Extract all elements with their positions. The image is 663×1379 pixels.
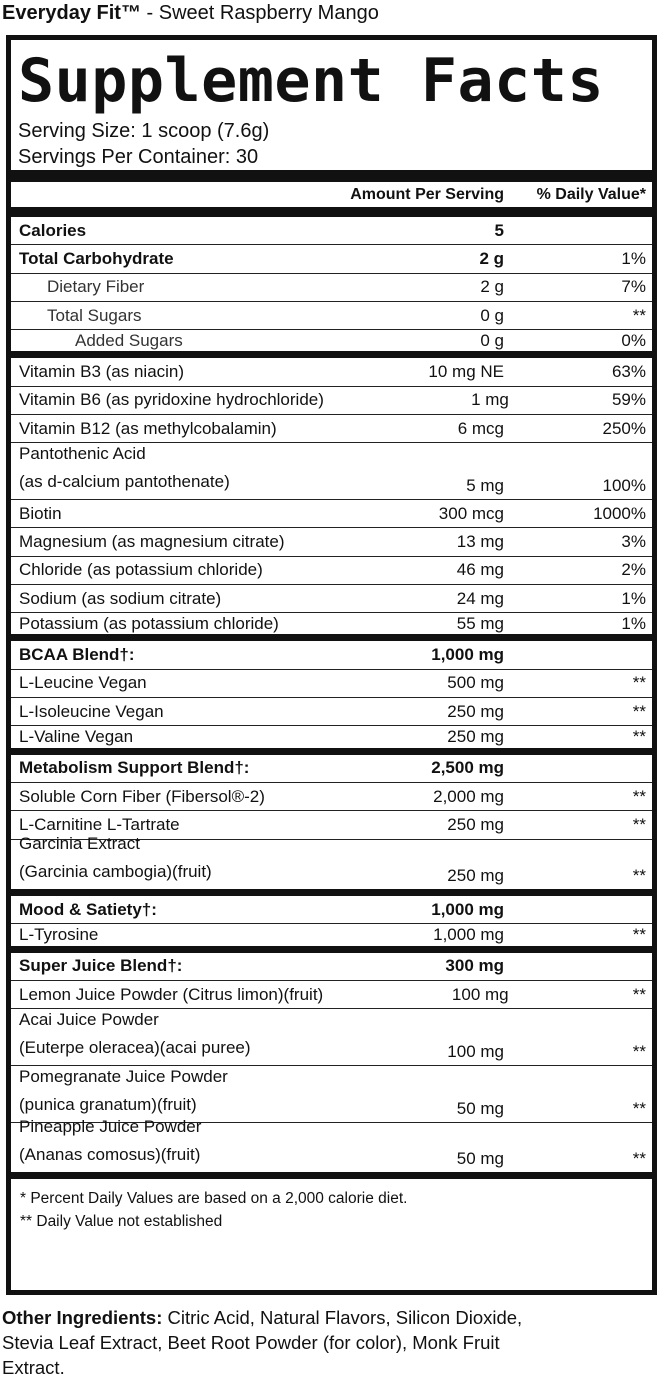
nutrient-daily-value: ** [632, 1098, 646, 1118]
nutrient-name-line1: Pantothenic Acid [19, 443, 146, 463]
nutrient-amount: 250 mg [447, 814, 504, 834]
nutrient-amount: 0 g [480, 305, 504, 325]
nutrient-name: Magnesium (as magnesium citrate) [19, 531, 285, 551]
nutrient-row [11, 613, 652, 641]
nutrient-daily-value: 100% [602, 475, 646, 495]
nutrient-daily-value: 0% [621, 330, 646, 350]
amount-column-label: Amount Per Serving [350, 185, 504, 203]
nutrient-amount: 300 mg [445, 956, 504, 976]
serving-size: Serving Size: 1 scoop (7.6g) [18, 120, 270, 142]
nutrient-row [11, 1117, 652, 1180]
nutrient-amount: 1,000 mg [433, 925, 504, 945]
nutrient-row [11, 726, 652, 754]
nutrient-name-line1: Acai Juice Powder [19, 1009, 159, 1029]
nutrient-row [11, 528, 652, 556]
nutrient-name: Sodium (as sodium citrate) [19, 588, 222, 608]
nutrient-daily-value: 1% [621, 248, 646, 268]
nutrient-name: Super Juice Blend†: [19, 956, 183, 976]
nutrient-daily-value: 1000% [593, 503, 646, 523]
nutrient-daily-value: ** [632, 866, 646, 886]
nutrient-daily-value: ** [632, 673, 646, 693]
nutrient-amount: 13 mg [456, 531, 504, 551]
nutrient-name [11, 830, 312, 886]
nutrient-name: Chloride (as potassium chloride) [19, 560, 263, 580]
nutrient-daily-value: 250% [602, 418, 646, 438]
nutrient-daily-value: ** [632, 984, 646, 1004]
nutrient-name: L-Tyrosine [19, 925, 99, 945]
nutrient-row [11, 500, 652, 528]
nutrient-amount: 50 mg [456, 1149, 504, 1169]
nutrient-name: L-Carnitine L-Tartrate [19, 814, 180, 834]
product-title [2, 0, 379, 28]
nutrient-name: Calories [19, 220, 87, 240]
nutrient-daily-value: ** [632, 925, 646, 945]
nutrient-amount: 5 [494, 220, 504, 240]
nutrient-row [11, 641, 652, 669]
nutrient-amount: 250 mg [447, 866, 504, 886]
nutrient-row [11, 896, 652, 924]
nutrient-name: Potassium (as potassium chloride) [19, 613, 279, 633]
nutrient-row [11, 783, 652, 811]
nutrient-row [11, 387, 652, 415]
nutrient-amount: 2,000 mg [433, 786, 504, 806]
nutrient-row [11, 953, 652, 981]
nutrient-name: Vitamin B3 (as niacin) [19, 362, 185, 382]
nutrient-name: Dietary Fiber [47, 277, 145, 297]
nutrient-daily-value: 59% [611, 390, 646, 410]
nutrient-amount: 1,000 mg [431, 899, 504, 919]
nutrient-name: L-Valine Vegan [19, 726, 134, 746]
nutrient-name: Added Sugars [75, 330, 183, 350]
nutrient-row [11, 302, 652, 330]
nutrient-daily-value: 1% [621, 588, 646, 608]
nutrient-name-line2: (as d-calcium pantothenate) [19, 471, 230, 491]
nutrient-name: Soluble Corn Fiber (Fibersol®-2) [19, 786, 265, 806]
nutrient-row [11, 698, 652, 726]
nutrient-amount: 300 mcg [438, 503, 504, 523]
nutrient-daily-value: 2% [621, 560, 646, 580]
nutrient-daily-value: ** [632, 1041, 646, 1061]
nutrient-name: L-Leucine Vegan [19, 673, 147, 693]
panel-title: Supplement Facts [18, 46, 604, 116]
nutrient-amount: 24 mg [456, 588, 504, 608]
nutrient-row [11, 217, 652, 245]
nutrient-name: L-Isoleucine Vegan [19, 701, 164, 721]
nutrient-name: Mood & Satiety†: [19, 899, 157, 919]
nutrient-name [11, 1113, 312, 1169]
nutrient-name: Total Sugars [47, 305, 142, 325]
nutrient-name: BCAA Blend†: [19, 645, 135, 665]
footnote-daily-values: * Percent Daily Values are based on a 2,000 calorie diet. [20, 1190, 408, 1208]
nutrient-name [11, 440, 312, 496]
nutrient-name-line2: (Euterpe oleracea)(acai puree) [19, 1037, 251, 1057]
nutrient-row [11, 274, 652, 302]
nutrient-daily-value: ** [632, 726, 646, 746]
footnote-not-established: ** Daily Value not established [20, 1213, 223, 1231]
nutrient-name-line1: Garcinia Extract [19, 834, 140, 854]
nutrient-name: Metabolism Support Blend†: [19, 758, 250, 778]
nutrient-amount: 100 mg [451, 984, 509, 1004]
nutrient-name [11, 1063, 312, 1119]
nutrient-amount: 250 mg [447, 726, 504, 746]
nutrient-amount: 0 g [480, 330, 504, 350]
nutrient-amount: 10 mg NE [428, 362, 504, 382]
nutrient-name [11, 1006, 312, 1062]
flavor-name: - Sweet Raspberry Mango [140, 2, 379, 24]
nutrient-amount: 2 g [480, 277, 504, 297]
nutrient-amount: 1 mg [471, 390, 509, 410]
nutrient-name-line1: Pineapple Juice Powder [19, 1117, 202, 1137]
nutrient-name: Vitamin B12 (as methylcobalamin) [19, 418, 277, 438]
nutrient-row [11, 585, 652, 613]
nutrient-row [11, 557, 652, 585]
nutrient-row [11, 358, 652, 386]
nutrient-daily-value: ** [632, 701, 646, 721]
nutrient-name-line1: Pomegranate Juice Powder [19, 1066, 228, 1086]
servings-per-container: Servings Per Container: 30 [18, 146, 259, 168]
nutrient-amount: 2 g [479, 248, 504, 268]
brand-name: Everyday Fit™ [2, 2, 141, 24]
nutrient-daily-value: 1% [621, 613, 646, 633]
nutrient-amount: 6 mcg [457, 418, 504, 438]
nutrient-table [11, 217, 652, 1179]
nutrient-row [11, 330, 652, 358]
nutrient-name: Total Carbohydrate [19, 248, 174, 268]
nutrient-name: Lemon Juice Powder (Citrus limon)(fruit) [19, 984, 324, 1004]
nutrient-daily-value: 3% [621, 531, 646, 551]
nutrient-amount: 55 mg [456, 613, 504, 633]
other-ingredients-label: Other Ingredients: [2, 1307, 163, 1328]
daily-value-column-label: % Daily Value* [536, 185, 646, 203]
nutrient-amount: 46 mg [456, 560, 504, 580]
nutrient-amount: 1,000 mg [431, 645, 504, 665]
nutrient-amount: 100 mg [447, 1041, 504, 1061]
nutrient-daily-value: 63% [611, 362, 646, 382]
nutrient-name: Vitamin B6 (as pyridoxine hydrochloride) [19, 390, 324, 410]
nutrient-row [11, 1009, 652, 1066]
column-header [11, 182, 652, 217]
nutrient-name-line2: (punica granatum)(fruit) [19, 1094, 197, 1114]
nutrient-row [11, 443, 652, 500]
nutrient-amount: 50 mg [456, 1098, 504, 1118]
nutrient-daily-value: ** [632, 1149, 646, 1169]
nutrient-amount: 2,500 mg [431, 758, 504, 778]
nutrient-daily-value: ** [632, 814, 646, 834]
nutrient-row [11, 245, 652, 273]
nutrient-row [11, 670, 652, 698]
nutrient-daily-value: ** [632, 786, 646, 806]
supplement-facts-panel [6, 35, 657, 1295]
other-ingredients [2, 1305, 562, 1379]
nutrient-daily-value: ** [632, 305, 646, 325]
other-ingredients-text: Citric Acid, Natural Flavors, Silicon Dioxide, Stevia Leaf Extract, Beet Root Powder (for color), Monk Fruit Extract. [2, 1307, 523, 1378]
nutrient-row [11, 924, 652, 952]
nutrient-name-line2: (Ananas comosus)(fruit) [19, 1145, 201, 1165]
nutrient-row [11, 755, 652, 783]
nutrient-name: Biotin [19, 503, 62, 523]
nutrient-name-line2: (Garcinia cambogia)(fruit) [19, 862, 212, 882]
nutrient-daily-value: 7% [621, 277, 646, 297]
footnotes [11, 1179, 652, 1233]
nutrient-row [11, 834, 652, 897]
nutrient-amount: 250 mg [447, 701, 504, 721]
nutrient-amount: 5 mg [466, 475, 504, 495]
panel-header [11, 40, 652, 182]
nutrient-amount: 500 mg [447, 673, 504, 693]
